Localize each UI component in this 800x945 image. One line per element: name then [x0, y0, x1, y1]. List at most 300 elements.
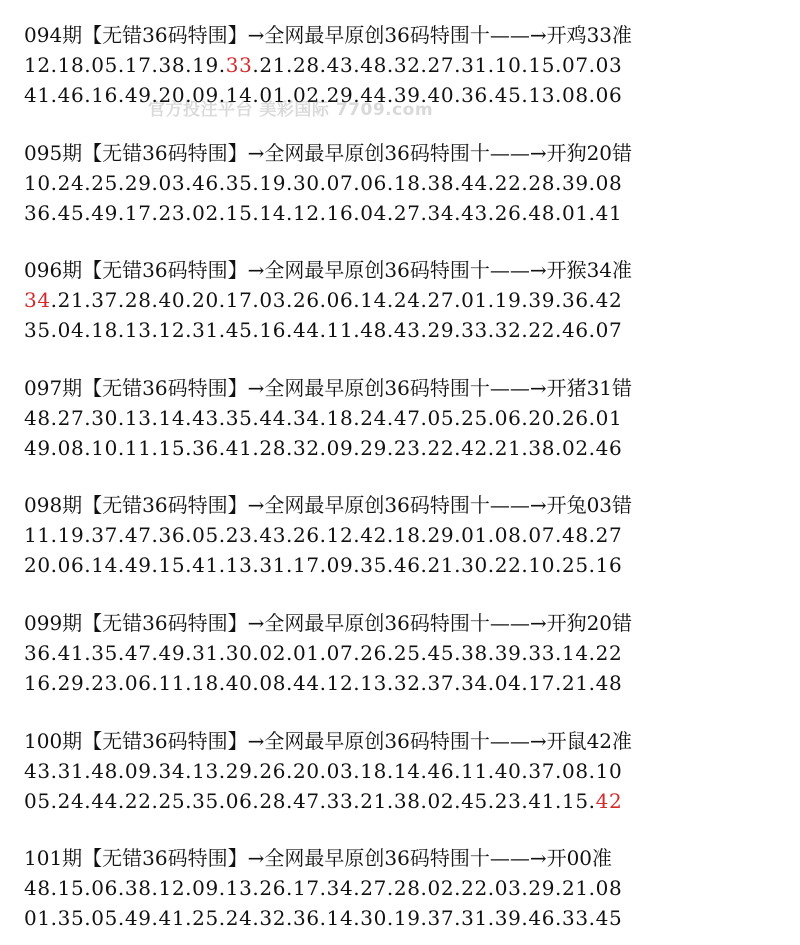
number-cell: 48: [360, 53, 387, 77]
separator-dot: .: [185, 641, 193, 665]
number-cell: 31: [259, 553, 287, 578]
number-cell: 17: [124, 53, 152, 77]
number-cell: 29: [528, 876, 556, 901]
number-cell: 11: [124, 435, 152, 460]
separator-dot: .: [454, 318, 462, 343]
record-block: [24, 608, 800, 698]
number-cell: 18: [393, 523, 421, 548]
separator-dot: .: [353, 200, 361, 225]
number-cell: 36: [461, 83, 488, 107]
number-cell: 28: [528, 170, 556, 195]
number-cell: 18: [393, 170, 421, 195]
number-cell: 18: [360, 758, 387, 783]
number-cell: 11: [461, 758, 488, 783]
number-cell: 32: [293, 435, 320, 460]
number-cell: 23: [494, 788, 522, 813]
separator-dot: .: [319, 318, 327, 343]
number-cell: 13: [124, 318, 152, 343]
separator-dot: .: [151, 288, 159, 313]
separator-dot: .: [454, 435, 462, 460]
separator-dot: .: [252, 641, 260, 665]
separator-dot: .: [487, 200, 495, 225]
separator-dot: .: [117, 788, 125, 813]
separator-dot: .: [84, 758, 92, 783]
number-cell: 09: [192, 83, 219, 107]
number-cell: 29: [57, 671, 85, 695]
number-cell: 17: [124, 200, 152, 225]
number-cell: 38: [528, 435, 556, 460]
record-header: 098期【无错36码特围】→全网最早原创36码特围十——→开兔03错: [24, 493, 633, 518]
separator-dot: .: [286, 523, 293, 548]
number-cell: 14: [91, 553, 118, 578]
number-cell: 15: [528, 53, 556, 77]
separator-dot: .: [252, 53, 260, 77]
number-cell: 49: [124, 553, 152, 578]
separator-dot: .: [185, 788, 193, 813]
separator-dot: .: [386, 671, 394, 695]
number-cell: 13: [192, 758, 219, 783]
separator-dot: .: [555, 288, 562, 313]
separator-dot: .: [218, 788, 226, 813]
number-cell: 11: [24, 523, 51, 548]
separator-dot: .: [454, 170, 462, 195]
number-cell: 06: [91, 876, 118, 901]
separator-dot: .: [588, 906, 596, 931]
number-cell: 44: [360, 83, 387, 107]
number-cell: 14: [225, 83, 253, 107]
separator-dot: .: [454, 53, 462, 77]
number-cell: 26: [360, 641, 387, 665]
separator-dot: .: [286, 906, 293, 931]
number-cell: 13: [124, 405, 152, 430]
number-cell: 29: [427, 523, 455, 548]
number-cell: 05: [24, 788, 51, 813]
number-cell: 02: [192, 200, 219, 225]
separator-dot: .: [386, 405, 394, 430]
number-cell: 09: [192, 876, 219, 901]
number-cell: 03: [326, 758, 354, 783]
separator-dot: .: [286, 405, 293, 430]
number-cell: 26: [494, 200, 522, 225]
number-cell: 27: [57, 405, 85, 430]
separator-dot: .: [353, 641, 361, 665]
separator-dot: .: [588, 641, 596, 665]
separator-dot: .: [117, 671, 125, 695]
separator-dot: .: [420, 288, 428, 313]
number-cell: 02: [293, 83, 320, 107]
number-cell: 15: [562, 788, 589, 813]
separator-dot: .: [521, 788, 529, 813]
number-cell: 03: [158, 170, 186, 195]
separator-dot: .: [286, 641, 293, 665]
number-cell: 41: [158, 906, 186, 931]
number-cell: 20: [293, 758, 320, 783]
number-cell: 43: [24, 758, 51, 783]
number-cell: 08: [595, 170, 623, 195]
separator-dot: .: [286, 435, 293, 460]
number-cell: 07: [562, 53, 589, 77]
separator-dot: .: [521, 671, 529, 695]
number-cell: 34: [461, 671, 488, 695]
record-block: [24, 138, 800, 228]
number-cell: 40: [158, 288, 186, 313]
separator-dot: .: [117, 200, 125, 225]
number-cell: 32: [494, 318, 522, 343]
separator-dot: .: [420, 435, 428, 460]
separator-dot: .: [117, 318, 125, 343]
number-cell: 28: [259, 788, 287, 813]
separator-dot: .: [454, 200, 462, 225]
separator-dot: .: [117, 53, 125, 77]
number-cell: 43: [393, 318, 421, 343]
number-cell: 43: [326, 53, 354, 77]
number-cell: 10: [91, 435, 118, 460]
separator-dot: .: [555, 876, 562, 901]
number-cell: 45: [225, 318, 253, 343]
separator-dot: .: [151, 200, 159, 225]
number-cell: 39: [562, 170, 589, 195]
separator-dot: .: [185, 200, 193, 225]
number-row: [24, 433, 800, 463]
separator-dot: .: [588, 405, 596, 430]
number-cell: 13: [225, 553, 253, 578]
number-cell: 18: [57, 53, 85, 77]
number-cell: 04: [494, 671, 522, 695]
separator-dot: .: [454, 83, 462, 107]
separator-dot: .: [218, 405, 226, 430]
number-cell: 39: [393, 83, 421, 107]
number-cell: 45: [57, 200, 85, 225]
separator-dot: .: [319, 83, 327, 107]
number-cell: 44: [259, 405, 287, 430]
separator-dot: .: [117, 83, 125, 107]
number-cell: 20: [158, 83, 186, 107]
separator-dot: .: [252, 435, 260, 460]
separator-dot: .: [50, 876, 58, 901]
separator-dot: .: [454, 906, 462, 931]
separator-dot: .: [185, 288, 193, 313]
number-cell: 11: [158, 671, 186, 695]
number-cell: 48: [528, 200, 556, 225]
separator-dot: .: [218, 906, 226, 931]
number-cell: 35: [192, 788, 219, 813]
separator-dot: .: [185, 170, 193, 195]
number-cell: 28: [124, 288, 152, 313]
number-cell: 27: [427, 53, 455, 77]
number-cell: 16: [595, 553, 623, 578]
number-cell: 35: [360, 553, 387, 578]
number-cell: 15: [158, 435, 186, 460]
separator-dot: .: [420, 758, 428, 783]
number-cell: 48: [562, 523, 589, 548]
separator-dot: .: [420, 523, 428, 548]
number-cell: 39: [528, 288, 556, 313]
number-cell: 01: [259, 83, 287, 107]
number-cell: 22: [494, 553, 522, 578]
number-row: [24, 668, 800, 698]
number-cell: 37: [427, 671, 455, 695]
separator-dot: .: [151, 435, 159, 460]
number-cell: 12: [158, 318, 186, 343]
number-cell: 46: [562, 318, 589, 343]
separator-dot: .: [353, 288, 361, 313]
record-header: 101期【无错36码特围】→全网最早原创36码特围十——→开00准: [24, 846, 613, 871]
number-cell: 35: [225, 170, 253, 195]
number-cell: 36: [24, 200, 51, 225]
number-cell: 42: [360, 523, 387, 548]
number-cell: 27: [360, 876, 387, 901]
separator-dot: .: [555, 906, 562, 931]
number-cell: 46: [528, 906, 556, 931]
separator-dot: .: [588, 170, 596, 195]
number-cell: 19: [393, 906, 421, 931]
number-cell: 30: [461, 553, 488, 578]
separator-dot: .: [50, 405, 58, 430]
number-row: [24, 638, 800, 668]
number-cell: 05: [91, 906, 118, 931]
separator-dot: .: [454, 288, 462, 313]
number-cell: 33: [326, 788, 354, 813]
separator-dot: .: [252, 523, 260, 548]
separator-dot: .: [454, 671, 462, 695]
separator-dot: .: [50, 788, 58, 813]
separator-dot: .: [151, 553, 159, 578]
number-cell: 02: [259, 641, 287, 665]
number-cell: 48: [91, 758, 118, 783]
number-cell: 26: [259, 758, 287, 783]
separator-dot: .: [84, 53, 92, 77]
number-cell: 06: [225, 788, 253, 813]
number-cell: 02: [427, 876, 455, 901]
number-cell: 32: [393, 671, 421, 695]
separator-dot: .: [252, 288, 260, 313]
record-header: 094期【无错36码特围】→全网最早原创36码特围十——→开鸡33准: [24, 23, 633, 47]
separator-dot: .: [84, 788, 92, 813]
number-cell: 01: [595, 405, 623, 430]
separator-dot: .: [555, 671, 562, 695]
separator-dot: .: [454, 553, 462, 578]
record-block: [24, 255, 800, 345]
number-cell: 47: [124, 523, 152, 548]
separator-dot: .: [286, 671, 293, 695]
number-cell: 10: [494, 53, 522, 77]
number-cell: 32: [259, 906, 287, 931]
separator-dot: .: [588, 523, 596, 548]
number-cell: 21: [57, 288, 85, 313]
number-row: [24, 285, 800, 315]
number-cell: 08: [57, 435, 85, 460]
number-cell: 22: [427, 435, 455, 460]
number-cell: 09: [124, 758, 152, 783]
separator-dot: .: [487, 83, 495, 107]
separator-dot: .: [555, 788, 562, 813]
number-cell: 41: [24, 83, 51, 107]
separator-dot: .: [353, 906, 361, 931]
separator-dot: .: [386, 876, 394, 901]
number-cell: 25: [393, 641, 421, 665]
separator-dot: .: [420, 788, 428, 813]
number-cell: 22: [494, 170, 522, 195]
separator-dot: .: [353, 318, 361, 343]
number-cell: 02: [562, 435, 589, 460]
separator-dot: .: [151, 788, 159, 813]
separator-dot: .: [420, 906, 428, 931]
number-cell: 13: [360, 671, 387, 695]
separator-dot: .: [386, 523, 394, 548]
number-row: [24, 520, 800, 550]
separator-dot: .: [487, 671, 495, 695]
number-cell: 25: [562, 553, 589, 578]
number-cell: 06: [360, 170, 387, 195]
separator-dot: .: [588, 553, 596, 578]
separator-dot: .: [353, 788, 361, 813]
number-row: [24, 315, 800, 345]
separator-dot: .: [286, 758, 293, 783]
number-cell: 03: [595, 53, 623, 77]
separator-dot: .: [84, 671, 92, 695]
separator-dot: .: [487, 876, 495, 901]
number-cell: 31: [461, 906, 488, 931]
number-cell: 07: [595, 318, 623, 343]
separator-dot: .: [353, 523, 361, 548]
number-cell: 24: [57, 170, 85, 195]
number-cell: 43: [192, 405, 219, 430]
separator-dot: .: [487, 523, 495, 548]
number-cell: 11: [326, 318, 354, 343]
number-cell: 21: [494, 435, 522, 460]
number-cell: 33: [562, 906, 589, 931]
separator-dot: .: [555, 523, 562, 548]
number-cell: 21: [259, 53, 287, 77]
separator-dot: .: [555, 83, 562, 107]
number-cell: 02: [427, 788, 455, 813]
separator-dot: .: [420, 405, 428, 430]
separator-dot: .: [386, 53, 394, 77]
separator-dot: .: [319, 435, 327, 460]
number-cell: 38: [158, 53, 186, 77]
separator-dot: .: [487, 170, 495, 195]
separator-dot: .: [319, 906, 327, 931]
number-cell: 33: [528, 641, 556, 665]
separator-dot: .: [588, 788, 596, 813]
separator-dot: .: [185, 876, 193, 901]
number-cell: 08: [595, 876, 623, 901]
number-row: [24, 403, 800, 433]
number-cell: 08: [259, 671, 287, 695]
number-cell: 06: [494, 405, 522, 430]
separator-dot: .: [454, 788, 462, 813]
number-cell: 18: [326, 405, 354, 430]
separator-dot: .: [588, 83, 596, 107]
number-cell: 18: [91, 318, 118, 343]
separator-dot: .: [84, 641, 92, 665]
number-cell: 35: [91, 641, 118, 665]
separator-dot: .: [218, 170, 226, 195]
separator-dot: .: [420, 553, 428, 578]
separator-dot: .: [454, 758, 462, 783]
separator-dot: .: [588, 200, 596, 225]
record-header: 099期【无错36码特围】→全网最早原创36码特围十——→开狗20错: [24, 611, 633, 635]
separator-dot: .: [487, 405, 495, 430]
number-cell: 24: [393, 288, 421, 313]
number-cell: 23: [393, 435, 421, 460]
separator-dot: .: [50, 906, 58, 931]
separator-dot: .: [521, 53, 529, 77]
number-row: [24, 50, 800, 80]
number-row: [24, 873, 800, 903]
separator-dot: .: [521, 435, 529, 460]
separator-dot: .: [252, 83, 260, 107]
number-cell: 27: [393, 200, 421, 225]
number-cell: 15: [57, 876, 85, 901]
separator-dot: .: [420, 83, 428, 107]
number-cell: 37: [427, 906, 455, 931]
number-cell: 31: [192, 641, 219, 665]
separator-dot: .: [454, 641, 462, 665]
separator-dot: .: [319, 758, 327, 783]
separator-dot: .: [84, 435, 92, 460]
number-cell: 25: [192, 906, 219, 931]
number-cell: 21: [562, 671, 589, 695]
separator-dot: .: [84, 405, 92, 430]
number-cell: 35: [24, 318, 51, 343]
separator-dot: .: [218, 288, 226, 313]
separator-dot: .: [319, 671, 327, 695]
number-cell: 34: [427, 200, 455, 225]
separator-dot: .: [420, 641, 428, 665]
separator-dot: .: [555, 758, 562, 783]
separator-dot: .: [386, 435, 394, 460]
separator-dot: .: [185, 405, 193, 430]
separator-dot: .: [218, 435, 226, 460]
number-cell: 12: [326, 523, 354, 548]
separator-dot: .: [487, 288, 495, 313]
number-cell: 27: [427, 288, 455, 313]
number-cell: 34: [24, 288, 51, 313]
number-cell: 21: [427, 553, 455, 578]
separator-dot: .: [286, 53, 293, 77]
separator-dot: .: [50, 318, 58, 343]
separator-dot: .: [252, 170, 260, 195]
separator-dot: .: [555, 200, 562, 225]
separator-dot: .: [420, 318, 428, 343]
number-cell: 38: [393, 788, 421, 813]
separator-dot: .: [84, 83, 92, 107]
separator-dot: .: [487, 758, 495, 783]
number-cell: 19: [192, 53, 219, 77]
separator-dot: .: [386, 788, 394, 813]
separator-dot: .: [218, 53, 226, 77]
number-cell: 42: [595, 788, 623, 813]
separator-dot: .: [319, 405, 327, 430]
separator-dot: .: [286, 318, 293, 343]
separator-dot: .: [117, 288, 125, 313]
separator-dot: .: [252, 318, 260, 343]
record-header: 096期【无错36码特围】→全网最早原创36码特围十——→开猴34准: [24, 258, 633, 283]
separator-dot: .: [319, 200, 327, 225]
separator-dot: .: [50, 288, 58, 313]
separator-dot: .: [286, 170, 293, 195]
number-cell: 45: [427, 641, 455, 665]
number-cell: 12: [293, 200, 320, 225]
number-cell: 26: [259, 876, 287, 901]
number-cell: 48: [24, 405, 51, 430]
separator-dot: .: [252, 553, 260, 578]
number-cell: 18: [192, 671, 219, 695]
separator-dot: .: [353, 435, 361, 460]
number-cell: 29: [360, 435, 387, 460]
number-cell: 20: [24, 553, 51, 578]
